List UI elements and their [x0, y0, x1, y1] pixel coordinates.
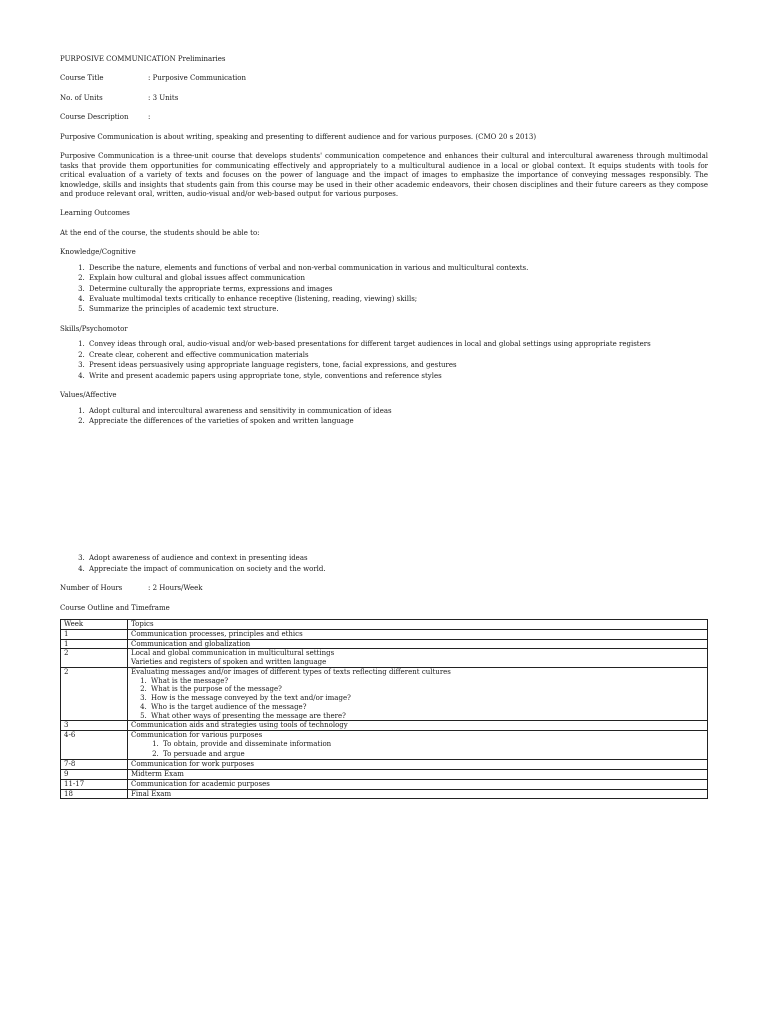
list-item: 3. How is the message conveyed by the text and/or image? [149, 694, 704, 703]
topic-cell [128, 731, 708, 760]
table-row [61, 667, 708, 721]
topic-cell: Final Exam [128, 789, 708, 799]
list-item: 3. Adopt awareness of audience and context in presenting ideas [87, 554, 708, 563]
table-header-week: Week [61, 620, 128, 630]
units-row [60, 94, 708, 103]
course-description-label: Course Description [60, 113, 129, 122]
list-item: 4. Write and present academic papers using appropriate tone, style, conventions and reference styles [87, 372, 708, 381]
topic-cell [128, 649, 708, 668]
topic-cell [128, 667, 708, 721]
hours-label: Number of Hours [60, 584, 123, 593]
list-item: 1. What is the message? [149, 677, 704, 686]
units-value: : 3 Units [148, 93, 179, 102]
description-short: Purposive Communication is about writing, speaking and presenting to different audience and for various purposes. (CMO 20 s 2013) [60, 132, 537, 141]
course-description-row [60, 113, 708, 122]
list-item: 2. Appreciate the differences of the varieties of spoken and written language [87, 417, 708, 426]
list-item: 1. To obtain, provide and disseminate information [161, 740, 704, 749]
list-item: 5. What other ways of presenting the message are there? [149, 712, 704, 721]
topic-cell: Communication and globalization [128, 639, 708, 649]
document-page [60, 55, 708, 799]
list-item: 1. Adopt cultural and intercultural awareness and sensitivity in communication of ideas [87, 407, 708, 416]
list-item: 1. Convey ideas through oral, audio-visual and/or web-based presentations for different target audiences in local and global settings using appropriate registers [87, 340, 708, 349]
table-row [61, 760, 708, 770]
hours-value: : 2 Hours/Week [148, 584, 203, 593]
values-title: Values/Affective [60, 391, 117, 400]
list-item: 4. Who is the target audience of the message? [149, 703, 704, 712]
week-cell: 1 [61, 629, 128, 639]
table-row [61, 639, 708, 649]
course-outline-table [60, 619, 708, 799]
list-item: 3. Determine culturally the appropriate terms, expressions and images [87, 285, 708, 294]
course-title-label: Course Title [60, 74, 104, 83]
topic-cell: Communication for work purposes [128, 760, 708, 770]
week-cell: 7-8 [61, 760, 128, 770]
list-item: 1. Describe the nature, elements and functions of verbal and non-verbal communication in various and multicultural contexts. [87, 264, 708, 273]
description-long: Purposive Communication is a three-unit course that develops students' communication competence and enhances their cultural and intercultural awareness through multimodal tasks that provide them opportunities for communicating effectively and appropriately to a multicultural audience in a local or global context. It equips students with tools for critical evaluation of a variety of texts and focuses on the power of language and the impact of images to emphasize the importance of conveying messages responsibly. The knowledge, skills and insights that students gain from this course may be used in their other academic endeavors, their chosen disciplines and their future careers as they compose and produce relevant oral, written, audio-visual and/or web-based output for various purposes. [60, 152, 708, 198]
topic-sublist [131, 677, 704, 721]
list-item: 4. Evaluate multimodal texts critically to enhance receptive (listening, reading, viewing) skills; [87, 295, 708, 304]
page-gap [60, 436, 708, 554]
learning-outcomes-intro: At the end of the course, the students should be able to: [60, 228, 260, 237]
values-list-continued [60, 554, 708, 574]
list-item: 2. What is the purpose of the message? [149, 685, 704, 694]
topic-cell: Communication aids and strategies using tools of technology [128, 721, 708, 731]
week-cell: 2 [61, 667, 128, 721]
skills-list [60, 340, 708, 381]
week-cell: 4-6 [61, 731, 128, 760]
list-item: 4. Appreciate the impact of communication on society and the world. [87, 565, 708, 574]
course-description-value: : [148, 113, 151, 122]
table-row [61, 721, 708, 731]
topic-sublist [131, 740, 704, 759]
list-item: 2. Create clear, coherent and effective communication materials [87, 351, 708, 360]
topic-cell: Communication processes, principles and ethics [128, 629, 708, 639]
units-label: No. of Units [60, 93, 103, 102]
course-title-row [60, 74, 708, 83]
knowledge-title: Knowledge/Cognitive [60, 248, 136, 257]
learning-outcomes-title: Learning Outcomes [60, 209, 130, 218]
table-row [61, 629, 708, 639]
list-item: 5. Summarize the principles of academic text structure. [87, 305, 708, 314]
table-header-topics: Topics [128, 620, 708, 630]
table-row [61, 789, 708, 799]
table-row [61, 779, 708, 789]
table-row [61, 649, 708, 668]
table-header-row [61, 620, 708, 630]
list-item: 2. Explain how cultural and global issues affect communication [87, 274, 708, 283]
topic-cell: Midterm Exam [128, 770, 708, 780]
week-cell: 1 [61, 639, 128, 649]
document-heading: PURPOSIVE COMMUNICATION Preliminaries [60, 55, 226, 63]
list-item: 3. Present ideas persuasively using appropriate language registers, tone, facial expressions, and gestures [87, 361, 708, 370]
knowledge-list [60, 264, 708, 315]
values-list [60, 407, 708, 427]
topic-line: Communication for various purposes [131, 731, 263, 740]
topic-line: Varieties and registers of spoken and written language [131, 658, 327, 667]
topic-line: Local and global communication in multicultural settings [131, 649, 335, 658]
week-cell: 2 [61, 649, 128, 668]
week-cell: 9 [61, 770, 128, 780]
topic-line: Evaluating messages and/or images of different types of texts reflecting different cultures [131, 667, 451, 676]
topic-cell: Communication for academic purposes [128, 779, 708, 789]
table-row [61, 731, 708, 760]
table-row [61, 770, 708, 780]
week-cell: 18 [61, 789, 128, 799]
skills-title: Skills/Psychomotor [60, 324, 128, 333]
outline-title: Course Outline and Timeframe [60, 603, 170, 612]
list-item: 2. To persuade and argue [161, 750, 704, 759]
course-title-value: : Purposive Communication [148, 74, 246, 83]
hours-row [60, 584, 708, 593]
week-cell: 3 [61, 721, 128, 731]
week-cell: 11-17 [61, 779, 128, 789]
